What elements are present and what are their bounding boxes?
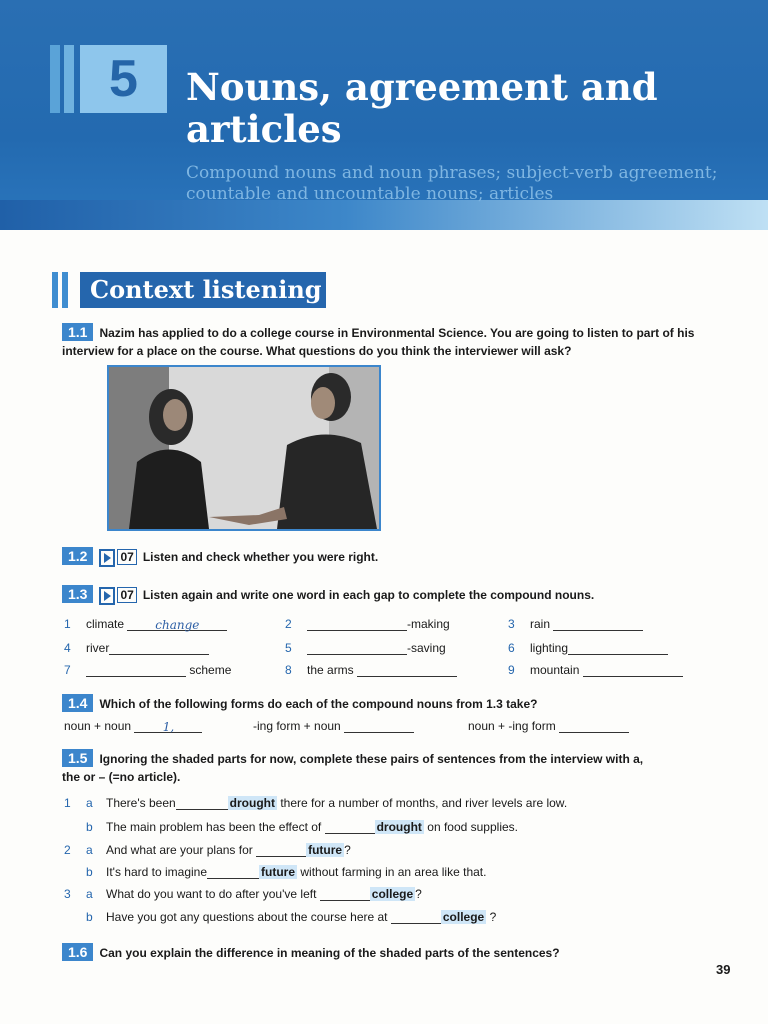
exercise-instruction: Can you explain the difference in meaning of the shaded parts of the sentences?	[99, 946, 560, 960]
exercise-number: 1.2	[62, 547, 93, 565]
chapter-number: 5	[80, 45, 167, 113]
exercise-number: 1.6	[62, 943, 93, 961]
answer-gap[interactable]	[553, 618, 643, 631]
exercise-1-5	[62, 749, 662, 786]
list-item: 5 -saving	[285, 641, 446, 655]
shaded-phrase: drought	[229, 796, 275, 810]
chapter-title: Nouns, agreement and articles	[186, 65, 658, 151]
answer-gap[interactable]	[307, 642, 407, 655]
list-item: 7 scheme	[64, 663, 232, 677]
list-item: 3 rain	[508, 617, 643, 631]
audio-play-icon[interactable]	[99, 549, 115, 567]
list-item: noun + noun 1,	[64, 719, 202, 733]
exercise-1-6	[62, 943, 560, 962]
list-item: b The main problem has been the effect of drought on food supplies.	[86, 820, 518, 834]
exercise-1-2	[62, 547, 378, 567]
audio-track-number: 07	[117, 587, 136, 603]
list-item: 6 lighting	[508, 641, 668, 655]
interview-photo-illustration	[109, 367, 379, 529]
list-item: 8 the arms	[285, 663, 457, 677]
exercise-number: 1.5	[62, 749, 93, 767]
list-item: 4 river	[64, 641, 209, 655]
audio-track-number: 07	[117, 549, 136, 565]
list-item: 3 a What do you want to do after you've left college ?	[64, 887, 422, 901]
answer-gap[interactable]	[307, 618, 407, 631]
answer-gap[interactable]	[568, 642, 668, 655]
answer-gap[interactable]: change	[127, 618, 227, 631]
exercise-number: 1.4	[62, 694, 93, 712]
list-item: b It's hard to imagine future without farming in an area like that.	[86, 865, 487, 879]
audio-play-icon[interactable]	[99, 587, 115, 605]
answer-gap[interactable]	[86, 664, 186, 677]
shaded-phrase: future	[308, 843, 343, 857]
list-item: b Have you got any questions about the course here at college ?	[86, 910, 497, 924]
shaded-phrase: drought	[376, 820, 422, 834]
exercise-instruction: Ignoring the shaded parts for now, complete these pairs of sentences from the interview with a, the or – (=no article).	[62, 752, 644, 784]
answer-gap[interactable]	[559, 720, 629, 733]
exercise-1-3	[62, 585, 594, 605]
exercise-instruction: Nazim has applied to do a college course in Environmental Science. You are going to listen to part of his interview for a place on the course. What questions do you think the interviewer will ask?	[62, 326, 695, 358]
list-item: 2 -making	[285, 617, 450, 631]
section-title: Context listening	[80, 272, 326, 308]
list-item: 9 mountain	[508, 663, 683, 677]
exercise-1-4	[62, 694, 537, 713]
answer-gap[interactable]: 1,	[134, 720, 202, 733]
interview-photo	[107, 365, 381, 531]
exercise-number: 1.1	[62, 323, 93, 341]
answer-gap[interactable]	[583, 664, 683, 677]
shaded-phrase: college	[371, 887, 414, 901]
list-item: -ing form + noun	[253, 719, 414, 733]
list-item: noun + -ing form	[468, 719, 629, 733]
exercise-number: 1.3	[62, 585, 93, 603]
exercise-instruction: Listen and check whether you were right.	[142, 550, 379, 564]
exercise-instruction: Listen again and write one word in each gap to complete the compound nouns.	[142, 588, 595, 602]
exercise-1-1	[62, 323, 702, 360]
shaded-phrase: college	[442, 910, 485, 924]
list-item: 2 a And what are your plans for future ?	[64, 843, 351, 857]
list-item: 1 a There's been drought there for a number of months, and river levels are low.	[64, 796, 568, 810]
shaded-phrase: future	[261, 865, 296, 879]
answer-gap[interactable]	[109, 642, 209, 655]
list-item: 1 climate change	[64, 617, 227, 631]
answer-gap[interactable]	[357, 664, 457, 677]
chapter-subtitle: Compound nouns and noun phrases; subject-verb agreement; countable and uncountable nouns; articles	[186, 163, 718, 204]
page-number: 39	[716, 962, 731, 977]
answer-gap[interactable]	[344, 720, 414, 733]
exercise-instruction: Which of the following forms do each of the compound nouns from 1.3 take?	[99, 697, 538, 711]
